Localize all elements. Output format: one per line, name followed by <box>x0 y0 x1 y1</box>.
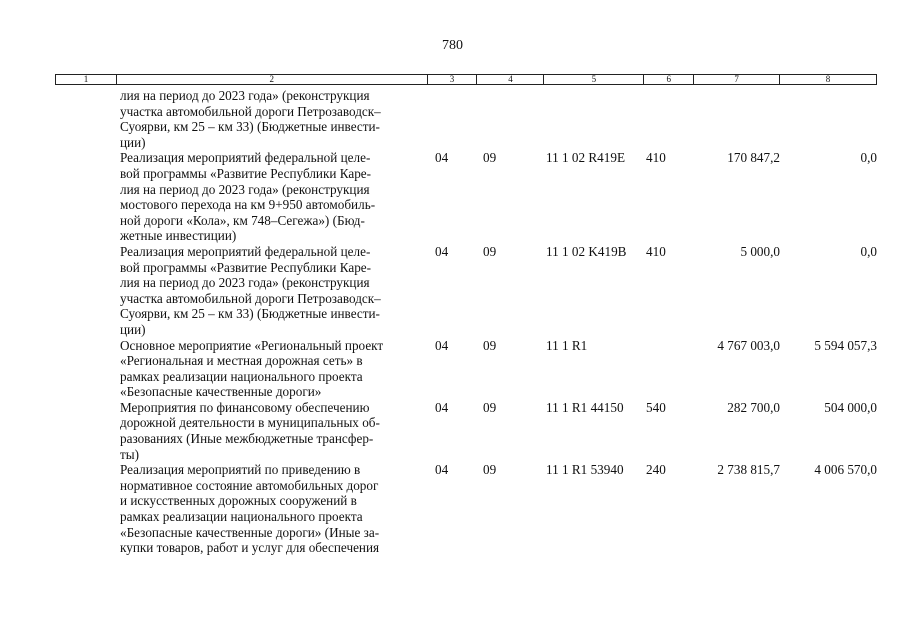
description-line: жетные инвестиции) <box>120 228 237 244</box>
row-number-cell <box>55 400 116 462</box>
description-cell <box>116 244 427 338</box>
subsection-cell: 09 <box>483 337 497 353</box>
description-line: лия на период до 2023 года» (реконструкция <box>120 275 370 291</box>
description-line: вой программы «Развитие Республики Каре- <box>120 259 372 275</box>
expense-type-cell: 540 <box>646 399 666 415</box>
table-row <box>55 150 877 244</box>
description-line: рамках реализации национального проекта <box>120 368 363 384</box>
column-number-5: 5 <box>544 75 644 84</box>
description-line: участка автомобильной дороги Петрозаводск– <box>120 290 381 306</box>
column-number-6: 6 <box>644 75 694 84</box>
section-cell: 04 <box>435 150 449 166</box>
description-line: ции) <box>120 134 146 150</box>
column-number-3: 3 <box>428 75 478 84</box>
table-row <box>55 88 877 150</box>
expense-type-cell: 240 <box>646 462 666 478</box>
description-cell <box>116 150 427 244</box>
description-cell <box>116 400 427 462</box>
description-line: «Региональная и местная дорожная сеть» в <box>120 353 363 369</box>
description-line: «Безопасные качественные дороги» (Иные за- <box>120 524 380 540</box>
description-line: ты) <box>120 446 140 462</box>
column-number-7: 7 <box>694 75 780 84</box>
description-line: вой программы «Развитие Республики Каре- <box>120 165 372 181</box>
subsection-cell: 09 <box>483 150 497 166</box>
page-number: 780 <box>442 38 463 53</box>
table-row <box>55 244 877 338</box>
table-header <box>55 74 877 85</box>
amount-year2-cell: 4 006 570,0 <box>814 462 877 478</box>
amount-year1-cell: 282 700,0 <box>727 399 780 415</box>
amount-year1-cell: 4 767 003,0 <box>717 337 780 353</box>
target-article-cell: 11 1 02 K419B <box>546 243 627 259</box>
column-number-8: 8 <box>825 74 831 84</box>
amount-year1-cell: 5 000,0 <box>740 243 780 259</box>
description-line: мостового перехода на км 9+950 автомобиль- <box>120 197 376 213</box>
target-article-cell: 11 1 R1 53940 <box>546 462 624 478</box>
amount-year2-cell: 5 594 057,3 <box>814 337 877 353</box>
description-line: ции) <box>120 321 146 337</box>
description-line: Основное мероприятие «Региональный проект <box>120 337 384 353</box>
description-line: «Безопасные качественные дороги» <box>120 384 322 400</box>
row-number-cell <box>55 244 116 338</box>
description-line: купки товаров, работ и услуг для обеспечения <box>120 540 380 556</box>
section-cell <box>427 88 477 150</box>
amount-year1-cell: 2 738 815,7 <box>717 462 780 478</box>
description-line: Реализация мероприятий федеральной целе- <box>120 150 371 166</box>
description-cell <box>116 338 427 400</box>
amount-year1-cell <box>694 88 780 150</box>
amount-year2-cell: 504 000,0 <box>824 399 877 415</box>
description-line: Реализация мероприятий по приведению в <box>120 462 361 478</box>
description-cell <box>116 88 427 150</box>
expense-type-cell: 410 <box>646 150 666 166</box>
amount-year2-cell <box>780 88 877 150</box>
target-article-cell <box>544 88 644 150</box>
description-line: участка автомобильной дороги Петрозаводск– <box>120 103 381 119</box>
subsection-cell <box>477 88 544 150</box>
description-line: рамках реализации национального проекта <box>120 509 363 525</box>
subsection-cell: 09 <box>483 399 497 415</box>
description-line: Суоярви, км 25 – км 33) (Бюджетные инвести- <box>120 306 380 322</box>
column-number-2: 2 <box>117 75 428 84</box>
description-line: дорожной деятельности в муниципальных об- <box>120 415 380 431</box>
description-line: разованиях (Иные межбюджетные трансфер- <box>120 431 374 447</box>
description-line: ной дороги «Кола», км 748–Сегежа») (Бюд- <box>120 212 365 228</box>
target-article-cell: 11 1 R1 44150 <box>546 399 624 415</box>
description-line: лия на период до 2023 года» (реконструкция <box>120 181 370 197</box>
table-body <box>55 88 877 556</box>
table-row <box>55 338 877 400</box>
description-line: и искусственных дорожных сооружений в <box>120 493 357 509</box>
table-row <box>55 462 877 556</box>
row-number-cell <box>55 88 116 150</box>
expense-type-cell <box>644 88 694 150</box>
subsection-cell: 09 <box>483 243 497 259</box>
description-line: Реализация мероприятий федеральной целе- <box>120 243 371 259</box>
table-row <box>55 400 877 462</box>
description-line: Мероприятия по финансовому обеспечению <box>120 399 370 415</box>
subsection-cell: 09 <box>483 462 497 478</box>
description-line: лия на период до 2023 года» (реконструкция <box>120 88 370 103</box>
expense-type-cell: 410 <box>646 243 666 259</box>
section-cell: 04 <box>435 243 449 259</box>
column-number-4: 4 <box>477 75 544 84</box>
section-cell: 04 <box>435 399 449 415</box>
row-number-cell <box>55 462 116 556</box>
target-article-cell: 11 1 02 R419E <box>546 150 626 166</box>
description-cell <box>116 462 427 556</box>
column-number-1: 1 <box>56 75 117 84</box>
amount-year2-cell: 0,0 <box>860 243 877 259</box>
description-line: нормативное состояние автомобильных дорог <box>120 477 379 493</box>
section-cell: 04 <box>435 462 449 478</box>
section-cell: 04 <box>435 337 449 353</box>
description-line: Суоярви, км 25 – км 33) (Бюджетные инвести- <box>120 119 380 135</box>
amount-year1-cell: 170 847,2 <box>727 150 780 166</box>
amount-year2-cell: 0,0 <box>860 150 877 166</box>
expense-type-cell <box>644 338 694 400</box>
target-article-cell: 11 1 R1 <box>546 337 588 353</box>
row-number-cell <box>55 150 116 244</box>
row-number-cell <box>55 338 116 400</box>
